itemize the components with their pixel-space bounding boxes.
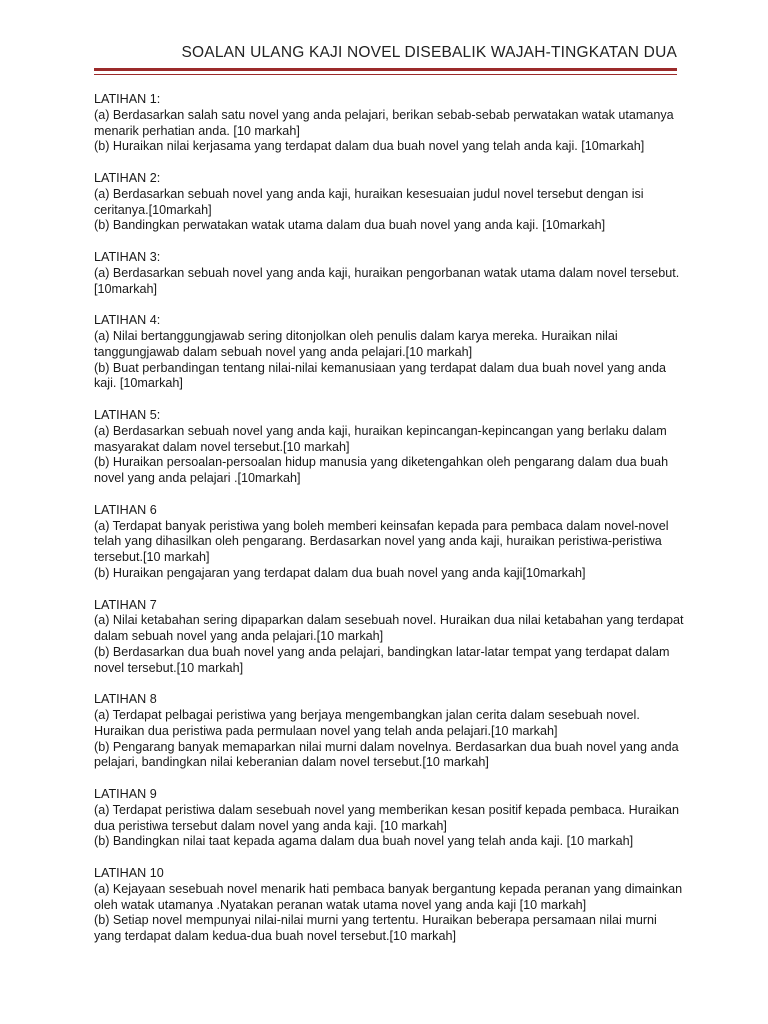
question-item: (b) Bandingkan perwatakan watak utama dalam dua buah novel yang anda kaji. [10markah] bbox=[94, 218, 606, 233]
exercise-title: LATIHAN 6 bbox=[94, 502, 157, 517]
exercise-title: LATIHAN 8 bbox=[94, 692, 157, 707]
exercise-title: LATIHAN 2: bbox=[94, 170, 161, 185]
question-item: (b) Huraikan nilai kerjasama yang terdapat dalam dua buah novel yang telah anda kaji. [10markah] bbox=[94, 139, 645, 154]
exercise-section bbox=[94, 408, 684, 487]
exercise-title: LATIHAN 3: bbox=[94, 249, 161, 264]
exercise-title: LATIHAN 9 bbox=[94, 787, 157, 802]
question-item: (a) Nilai bertanggungjawab sering ditonjolkan oleh penulis dalam karya mereka. Huraikan nilai tanggungjawab dalam sebuah novel yang anda pelajari.[10 markah] bbox=[94, 328, 618, 359]
exercise-section bbox=[94, 250, 684, 297]
question-item: (a) Terdapat pelbagai peristiwa yang berjaya mengembangkan jalan cerita dalam sesebuah novel. Huraikan dua peristiwa pada permulaan novel yang telah anda pelajari.[10 markah] bbox=[94, 708, 640, 738]
question-item: (b) Huraikan persoalan-persoalan hidup manusia yang diketengahkan oleh pengarang dalam dua buah novel yang anda pelajari .[10markah] bbox=[94, 455, 669, 486]
exercise-section bbox=[94, 503, 684, 582]
page-header-title: SOALAN ULANG KAJI NOVEL DISEBALIK WAJAH-TINGKATAN DUA bbox=[181, 44, 677, 61]
exercise-section bbox=[94, 787, 684, 850]
exercise-section bbox=[94, 866, 684, 945]
header-rule-thin bbox=[94, 74, 677, 75]
question-item: (a) Kejayaan sesebuah novel menarik hati pembaca banyak bergantung kepada peranan yang dimainkan oleh watak utamanya .Nyatakan peranan watak utama novel yang anda kaji [10 markah] bbox=[94, 881, 683, 912]
header-rule-thick bbox=[94, 68, 677, 71]
question-item: (a) Berdasarkan salah satu novel yang anda pelajari, berikan sebab-sebab perwatakan watak utamanya menarik perhatian anda. [10 markah] bbox=[94, 107, 674, 138]
question-item: (a) Terdapat banyak peristiwa yang boleh memberi keinsafan kepada para pembaca dalam novel-novel telah yang dihasilkan oleh pengarang. Berdasarkan novel yang anda kaji, huraikan peristiwa-peristiwa tersebut.[10 markah] bbox=[94, 518, 669, 565]
question-item: (b) Setiap novel mempunyai nilai-nilai murni yang tertentu. Huraikan beberapa persamaan nilai murni yang terdapat dalam kedua-dua buah novel tersebut.[10 markah] bbox=[94, 913, 657, 944]
exercise-section bbox=[94, 598, 684, 677]
exercise-section bbox=[94, 692, 684, 771]
question-item: (b) Pengarang banyak memaparkan nilai murni dalam novelnya. Berdasarkan dua buah novel yang anda pelajari, bandingkan nilai keberanian dalam novel tersebut.[10 markah] bbox=[94, 739, 679, 770]
exercise-title: LATIHAN 10 bbox=[94, 866, 164, 881]
exercise-section bbox=[94, 313, 684, 392]
question-item: (a) Berdasarkan sebuah novel yang anda kaji, huraikan kesesuaian judul novel tersebut dengan isi ceritanya.[10markah] bbox=[94, 186, 644, 217]
question-item: (a) Nilai ketabahan sering dipaparkan dalam sesebuah novel. Huraikan dua nilai ketabahan yang terdapat dalam sebuah novel yang anda pelajari.[10 markah] bbox=[94, 613, 684, 644]
exercise-title: LATIHAN 1: bbox=[94, 92, 161, 106]
exercise-list bbox=[94, 92, 684, 961]
question-item: (b) Buat perbandingan tentang nilai-nilai kemanusiaan yang terdapat dalam dua buah novel yang anda kaji. [10markah] bbox=[94, 360, 667, 391]
exercise-title: LATIHAN 5: bbox=[94, 407, 161, 422]
exercise-section bbox=[94, 92, 684, 155]
question-item: (a) Terdapat peristiwa dalam sesebuah novel yang memberikan kesan positif kepada pembaca. Huraikan dua peristiwa tersebut dalam novel yang anda kaji. [10 markah] bbox=[94, 802, 680, 833]
question-item: (b) Berdasarkan dua buah novel yang anda pelajari, bandingkan latar-latar tempat yang terdapat dalam novel tersebut.[10 markah] bbox=[94, 644, 670, 675]
exercise-title: LATIHAN 7 bbox=[94, 597, 157, 612]
question-item: (a) Berdasarkan sebuah novel yang anda kaji, huraikan kepincangan-kepincangan yang berlaku dalam masyarakat dalam novel tersebut.[10 markah] bbox=[94, 423, 667, 454]
exercise-section bbox=[94, 171, 684, 234]
question-item: (a) Berdasarkan sebuah novel yang anda kaji, huraikan pengorbanan watak utama dalam novel tersebut.[10markah] bbox=[94, 265, 680, 296]
question-item: (b) Bandingkan nilai taat kepada agama dalam dua buah novel yang telah anda kaji. [10 markah] bbox=[94, 834, 634, 849]
question-item: (b) Huraikan pengajaran yang terdapat dalam dua buah novel yang anda kaji[10markah] bbox=[94, 565, 586, 580]
exercise-title: LATIHAN 4: bbox=[94, 313, 161, 328]
